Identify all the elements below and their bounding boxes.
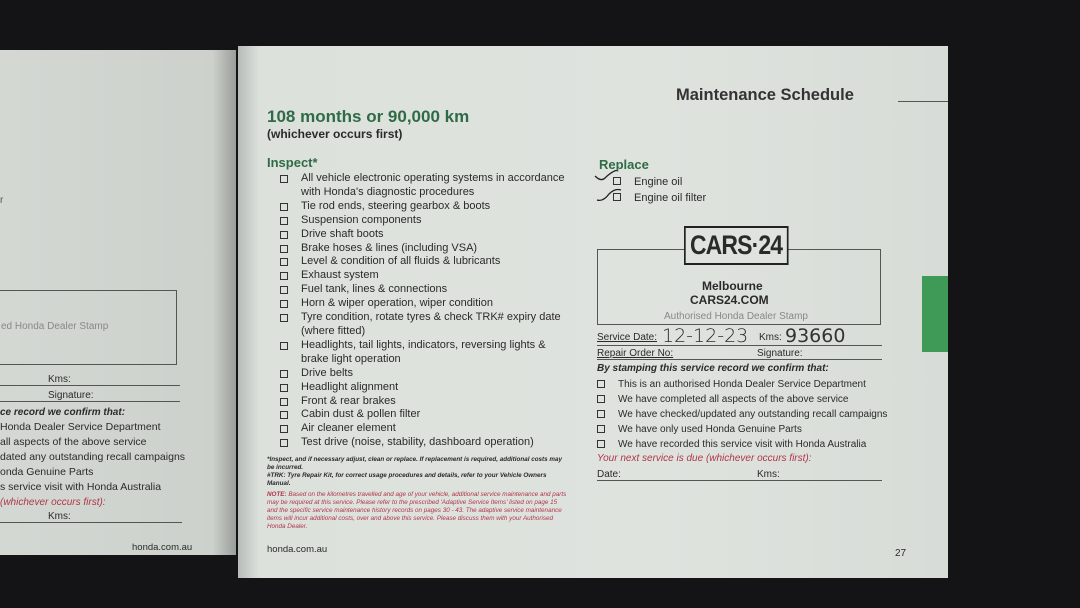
inspect-item: Front & rear brakes	[280, 395, 570, 409]
kms-label: Kms:	[48, 374, 71, 385]
inspect-item: All vehicle electronic operating systems in accordance with Honda's diagnostic procedures	[280, 172, 570, 200]
checkbox[interactable]	[280, 370, 288, 378]
checkbox[interactable]	[280, 203, 288, 211]
checkbox[interactable]	[280, 439, 288, 447]
checkbox[interactable]	[597, 440, 605, 448]
date-label: Date:	[597, 469, 621, 480]
right-page	[238, 46, 948, 578]
replace-item: Engine oil	[613, 174, 706, 190]
next-service: Your next service is due (whichever occurs first):	[597, 453, 812, 464]
inspect-item: Tie rod ends, steering gearbox & boots	[280, 200, 570, 214]
section-title: Maintenance Schedule	[676, 86, 854, 104]
checkbox[interactable]	[280, 384, 288, 392]
page-number: 27	[895, 548, 907, 559]
stamp-site: CARS24.COM	[690, 293, 769, 307]
inspect-item: Tyre condition, rotate tyres & check TRK# expiry date (where fitted)	[280, 311, 570, 339]
checkbox[interactable]	[280, 425, 288, 433]
kms-label: Kms:	[759, 332, 782, 343]
confirm-item: We have recorded this service visit with Honda Australia	[597, 437, 887, 452]
checkbox[interactable]	[597, 380, 605, 388]
inspect-item: Brake hoses & lines (including VSA)	[280, 242, 570, 256]
checkbox[interactable]	[280, 217, 288, 225]
interval-sub: (whichever occurs first)	[267, 127, 403, 141]
checkbox[interactable]	[280, 175, 288, 183]
checkbox[interactable]	[280, 272, 288, 280]
checkbox[interactable]	[597, 425, 605, 433]
kms-value[interactable]: 93660	[785, 325, 846, 347]
service-date-value[interactable]: 12-12-23	[662, 325, 749, 347]
interval-heading: 108 months or 90,000 km	[267, 107, 470, 126]
checkbox[interactable]	[597, 410, 605, 418]
confirm-list	[597, 377, 887, 452]
cars24-stamp: CARS·24	[684, 226, 788, 265]
inspect-item: Headlight alignment	[280, 381, 570, 395]
checkbox[interactable]	[280, 258, 288, 266]
checkbox[interactable]	[280, 245, 288, 253]
checkbox[interactable]	[280, 286, 288, 294]
checkbox[interactable]	[597, 395, 605, 403]
edge-text: r	[0, 195, 4, 206]
dealer-stamp-box	[0, 290, 177, 365]
inspect-item: Test drive (noise, stability, dashboard operation)	[280, 436, 570, 450]
footnote-inspect: *Inspect, and if necessary adjust, clean or replace. If replacement is required, additional costs may be incurred.	[267, 456, 563, 471]
footer-url: honda.com.au	[132, 542, 193, 553]
inspect-item: Air cleaner element	[280, 422, 570, 436]
inspect-item: Exhaust system	[280, 269, 570, 283]
confirm-item: We have checked/updated any outstanding recall campaigns	[597, 407, 887, 422]
green-tab	[922, 276, 948, 352]
confirm-item: This is an authorised Honda Dealer Service Department	[597, 377, 887, 392]
inspect-heading: Inspect*	[267, 155, 318, 170]
left-page	[0, 50, 236, 555]
confirm-item: onda Genuine Parts	[0, 466, 94, 478]
inspect-item: Horn & wiper operation, wiper condition	[280, 297, 570, 311]
next-service: (whichever occurs first):	[0, 497, 106, 508]
checkbox[interactable]	[280, 411, 288, 419]
replace-item: Engine oil filter	[613, 190, 706, 206]
inspect-item: Level & condition of all fluids & lubricants	[280, 255, 570, 269]
inspect-item: Fuel tank, lines & connections	[280, 283, 570, 297]
stamp-label: Authorised Honda Dealer Stamp	[664, 311, 808, 322]
confirm-item: We have completed all aspects of the above service	[597, 392, 887, 407]
stamp-city: Melbourne	[702, 279, 763, 293]
signature-label: Signature:	[48, 390, 94, 401]
confirm-item: dated any outstanding recall campaigns	[0, 451, 186, 463]
confirm-item: s service visit with Honda Australia	[0, 481, 162, 493]
checkbox[interactable]	[280, 398, 288, 406]
checkbox[interactable]	[280, 314, 288, 322]
checkbox[interactable]	[280, 231, 288, 239]
confirm-item: all aspects of the above service	[0, 436, 147, 448]
confirm-item: We have only used Honda Genuine Parts	[597, 422, 887, 437]
confirm-heading: ce record we confirm that:	[0, 407, 126, 418]
checkbox[interactable]	[280, 300, 288, 308]
confirm-heading: By stamping this service record we confirm that:	[597, 363, 829, 374]
footer-url: honda.com.au	[267, 544, 328, 555]
inspect-item: Headlights, tail lights, indicators, reversing lights & brake light operation	[280, 339, 570, 367]
signature-label: Signature:	[757, 348, 803, 359]
repair-order-label: Repair Order No:	[597, 348, 674, 359]
inspect-item: Cabin dust & pollen filter	[280, 408, 570, 422]
checkbox[interactable]	[280, 342, 288, 350]
confirm-list	[0, 420, 185, 495]
service-date-label: Service Date:	[597, 332, 658, 343]
handwritten-ticks	[593, 170, 643, 206]
inspect-list	[280, 172, 570, 450]
note: NOTE: Based on the kilometres travelled and age of your vehicle, additional service maintenance and parts may be required at this service. Please refer to the prescribed 'Adaptive Service Items' listed on page 15 and the specific service maintenance history records on pages 30 - 43. The adaptive service maintenance items will incur additional costs, over and above this service. Please discuss them with your Authorised Honda Dealer.	[267, 491, 567, 530]
kms-label: Kms:	[48, 511, 71, 522]
replace-heading: Replace	[599, 157, 649, 172]
confirm-item: Honda Dealer Service Department	[0, 421, 161, 433]
stamp-label: ed Honda Dealer Stamp	[1, 321, 109, 332]
inspect-item: Drive shaft boots	[280, 228, 570, 242]
footnote-trk: #TRK: Tyre Repair Kit, for correct usage procedures and details, refer to your Vehicle Owners Manual.	[267, 472, 547, 487]
inspect-item: Drive belts	[280, 367, 570, 381]
inspect-item: Suspension components	[280, 214, 570, 228]
kms-label: Kms:	[757, 469, 780, 480]
